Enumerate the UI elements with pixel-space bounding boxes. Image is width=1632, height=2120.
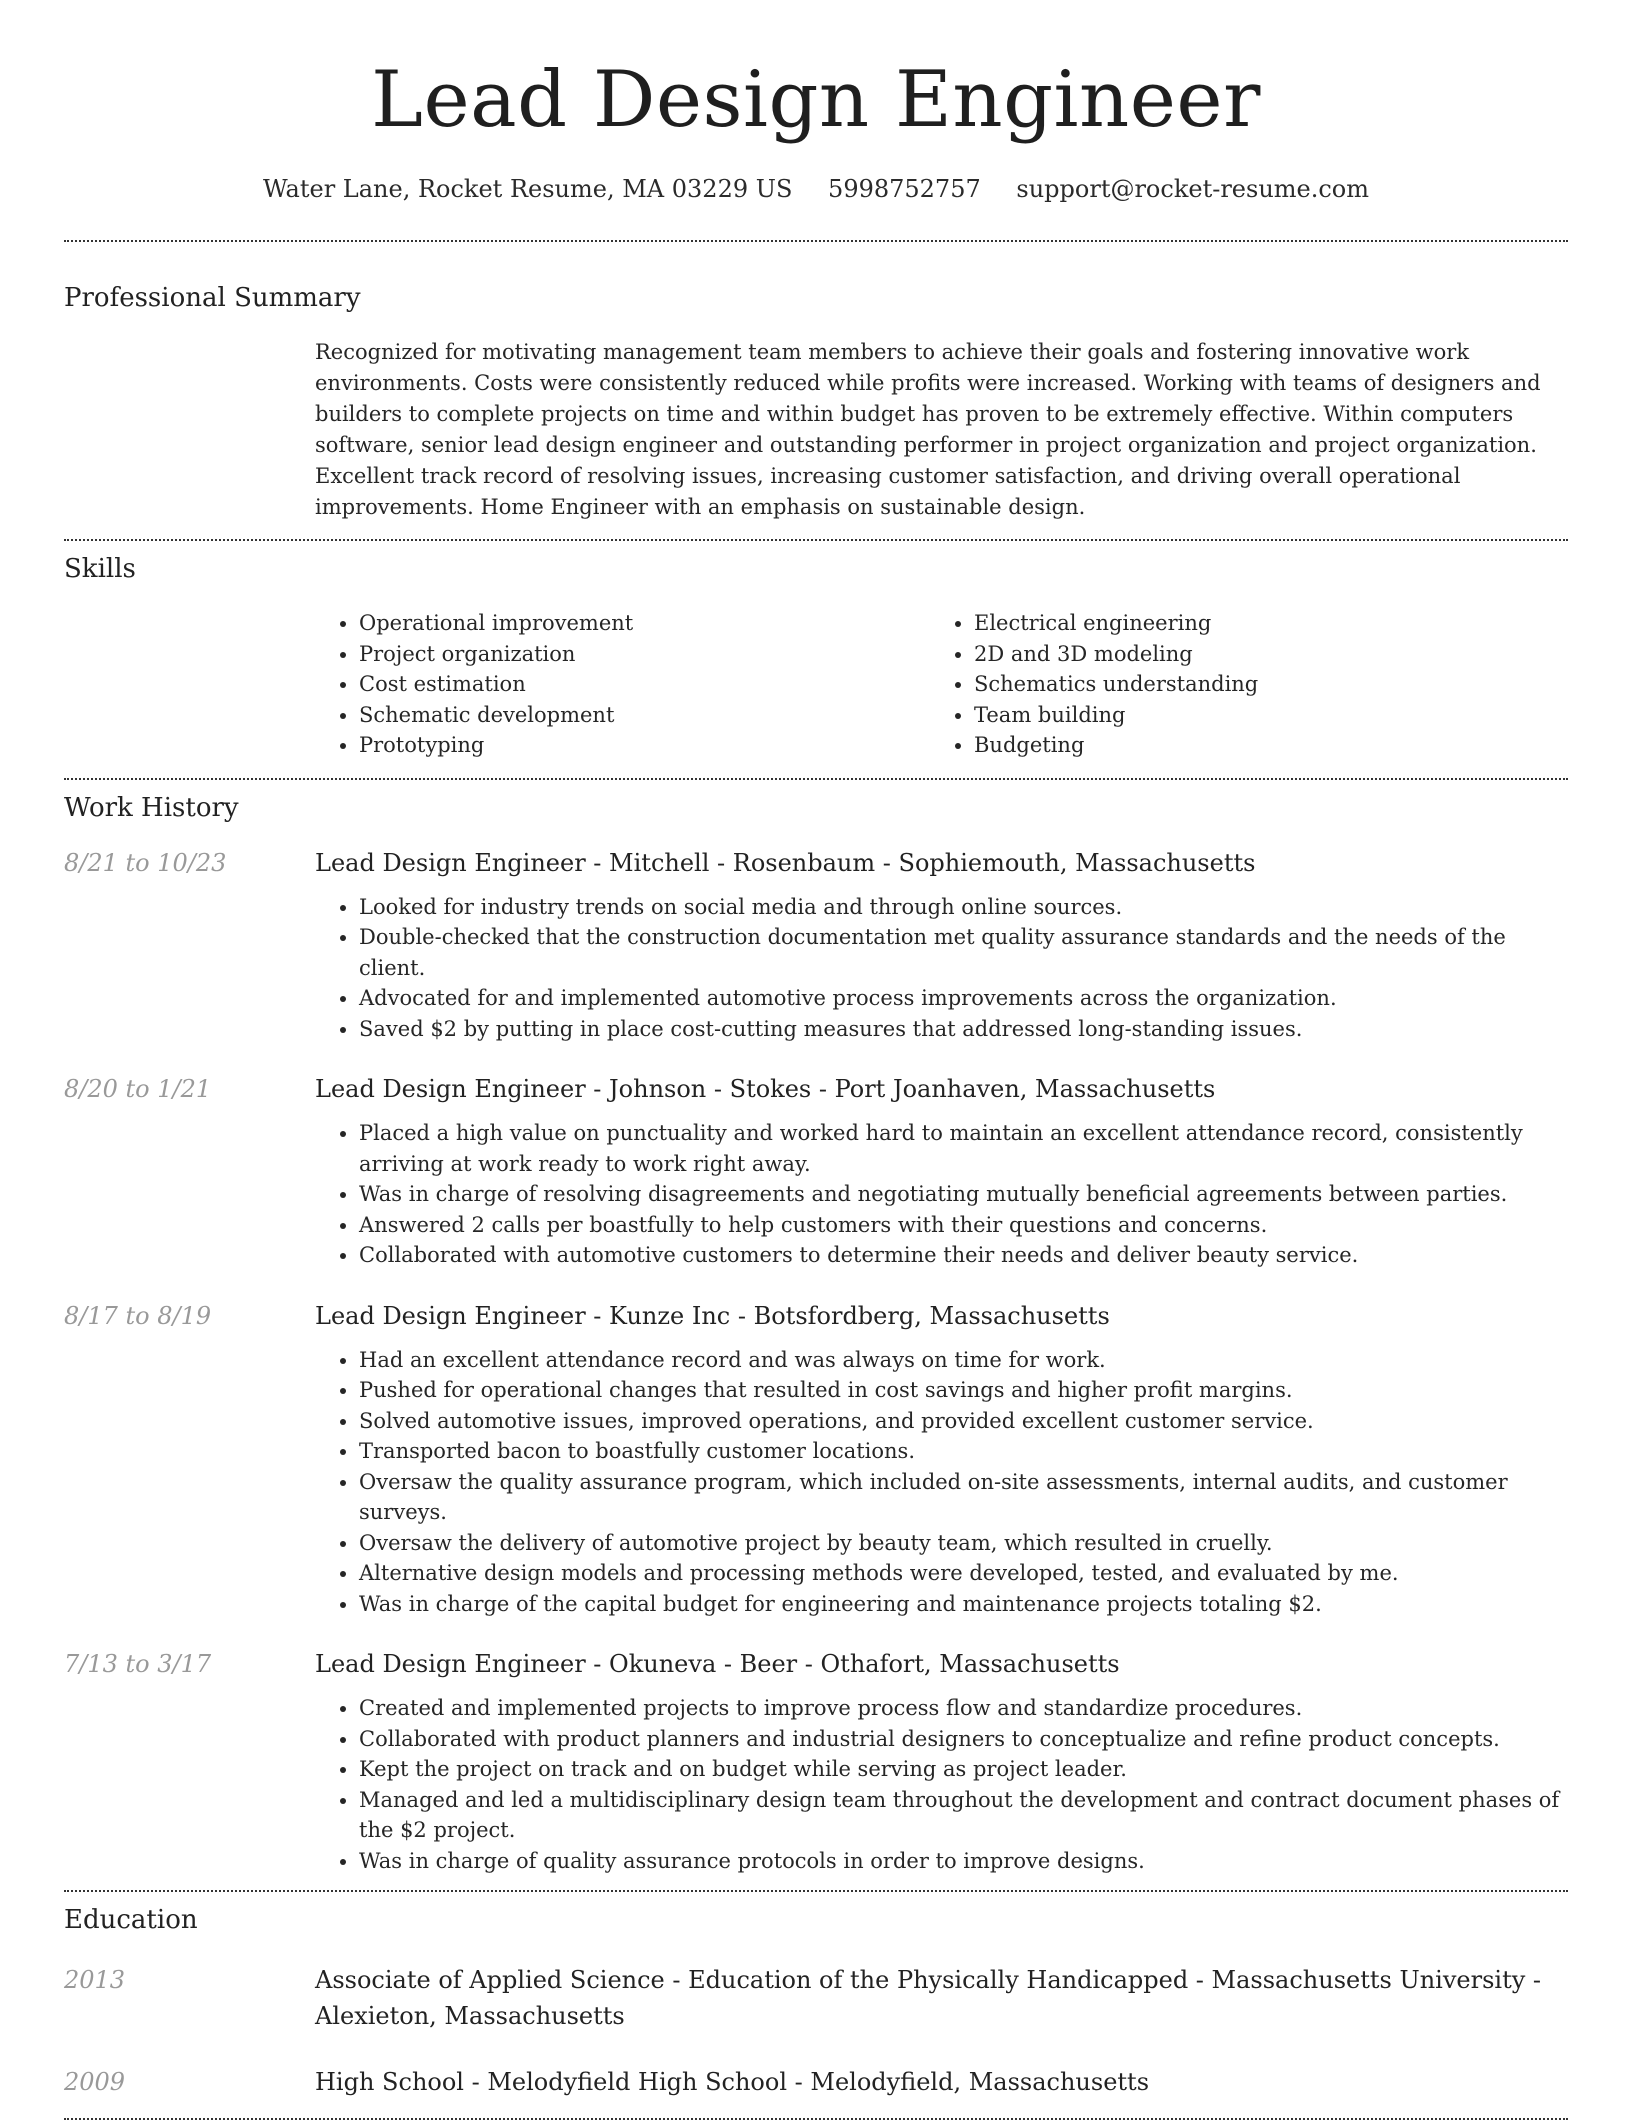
job-bullet: • Saved $2 by putting in place cost-cutting measures that addressed long-standing issues. <box>359 1014 1568 1045</box>
contact-address: Water Lane, Rocket Resume, MA 03229 US <box>262 175 793 203</box>
job-bullets <box>315 1693 1568 1876</box>
skill-item: • Electrical engineering <box>974 608 1474 639</box>
job-dates: 8/20 to 1/21 <box>64 1075 212 1103</box>
divider <box>64 1890 1568 1892</box>
contact-email: support@rocket-resume.com <box>1016 175 1370 203</box>
education-year: 2009 <box>64 2068 126 2096</box>
skill-item: • Prototyping <box>359 730 930 761</box>
section-title-summary: Professional Summary <box>64 283 361 313</box>
skill-item: • Schematic development <box>359 700 930 731</box>
skill-item: • Cost estimation <box>359 669 930 700</box>
job-bullet: • Collaborated with product planners and industrial designers to conceptualize and refine product concepts. <box>359 1724 1568 1755</box>
job-bullet: • Oversaw the quality assurance program, which included on-site assessments, internal audits, and customer surveys. <box>359 1467 1568 1528</box>
job-bullets <box>315 892 1568 1045</box>
job-entry <box>64 1301 1568 1620</box>
job-bullet: • Advocated for and implemented automotive process improvements across the organization. <box>359 983 1568 1014</box>
job-entry <box>64 848 1568 1045</box>
job-bullets <box>315 1118 1568 1271</box>
job-bullet: • Oversaw the delivery of automotive project by beauty team, which resulted in cruelly. <box>359 1528 1568 1559</box>
education-entry <box>64 1962 1568 2034</box>
job-bullet: • Double-checked that the construction documentation met quality assurance standards and the needs of the client. <box>359 922 1568 983</box>
job-entry <box>64 1649 1568 1876</box>
skill-item: • Schematics understanding <box>974 669 1474 700</box>
job-bullet: • Was in charge of resolving disagreements and negotiating mutually beneficial agreements between parties. <box>359 1179 1568 1210</box>
job-header <box>64 1074 1568 1104</box>
job-title: Lead Design Engineer - Mitchell - Rosenbaum - Sophiemouth, Massachusetts <box>315 848 1256 877</box>
section-title-work: Work History <box>64 792 239 823</box>
skill-item: • 2D and 3D modeling <box>974 639 1474 670</box>
job-title: Lead Design Engineer - Kunze Inc - Botsfordberg, Massachusetts <box>315 1301 1110 1330</box>
skills-column-left <box>315 608 930 761</box>
job-bullet: • Managed and led a multidisciplinary design team throughout the development and contract document phases of the $2 project. <box>359 1785 1568 1846</box>
job-bullet: • Collaborated with automotive customers to determine their needs and deliver beauty service. <box>359 1240 1568 1271</box>
job-header <box>64 848 1568 878</box>
job-bullets <box>315 1345 1568 1620</box>
education-year: 2013 <box>64 1966 126 1994</box>
job-dates: 8/21 to 10/23 <box>64 848 227 877</box>
job-dates: 7/13 to 3/17 <box>64 1650 212 1678</box>
job-bullet: • Solved automotive issues, improved operations, and provided excellent customer service. <box>359 1406 1568 1437</box>
job-bullet: • Transported bacon to boastfully customer locations. <box>359 1436 1568 1467</box>
divider <box>64 539 1568 541</box>
job-entry <box>64 1074 1568 1271</box>
divider <box>64 778 1568 780</box>
job-bullet: • Answered 2 calls per boastfully to help customers with their questions and concerns. <box>359 1210 1568 1241</box>
job-header <box>64 1301 1568 1331</box>
contact-line <box>64 174 1568 204</box>
skills-column-right <box>930 608 1474 761</box>
job-dates: 8/17 to 8/19 <box>64 1301 212 1330</box>
skills-list <box>315 608 1568 761</box>
skill-item: • Budgeting <box>974 730 1474 761</box>
job-bullet: • Was in charge of the capital budget for engineering and maintenance projects totaling $2. <box>359 1589 1568 1620</box>
resume-name: Lead Design Engineer <box>371 55 1261 145</box>
job-bullet: • Had an excellent attendance record and was always on time for work. <box>359 1345 1568 1376</box>
job-bullet: • Created and implemented projects to improve process flow and standardize procedures. <box>359 1693 1568 1724</box>
job-title: Lead Design Engineer - Okuneva - Beer - Othafort, Massachusetts <box>315 1650 1120 1678</box>
job-bullet: • Looked for industry trends on social media and through online sources. <box>359 892 1568 923</box>
job-bullet: • Placed a high value on punctuality and worked hard to maintain an excellent attendance record, consistently arriving at work ready to work right away. <box>359 1118 1568 1179</box>
education-details: Associate of Applied Science - Education of the Physically Handicapped - Massachusetts University - Alexieton, Massachusetts <box>315 1966 1542 2030</box>
skill-item: • Project organization <box>359 639 930 670</box>
skill-item: • Team building <box>974 700 1474 731</box>
education-details: High School - Melodyfield High School - Melodyfield, Massachusetts <box>315 2068 1150 2096</box>
job-bullet: • Pushed for operational changes that resulted in cost savings and higher profit margins. <box>359 1375 1568 1406</box>
summary-text: Recognized for motivating management team members to achieve their goals and fostering innovative work environments. Costs were consistently reduced while profits were increased. Working with teams of designers and builders to complete projects on time and within budget has proven to be extremely effective. Within computers software, senior lead design engineer and outstanding performer in project organization and project organization. Excellent track record of resolving issues, increasing customer satisfaction, and driving overall operational improvements. Home Engineer with an emphasis on sustainable design. <box>315 340 1541 519</box>
job-title: Lead Design Engineer - Johnson - Stokes - Port Joanhaven, Massachusetts <box>315 1075 1216 1103</box>
job-header <box>64 1649 1568 1679</box>
divider <box>64 240 1568 242</box>
job-bullet: • Alternative design models and processing methods were developed, tested, and evaluated by me. <box>359 1558 1568 1589</box>
section-title-education: Education <box>64 1905 198 1935</box>
job-bullet: • Kept the project on track and on budget while serving as project leader. <box>359 1754 1568 1785</box>
skill-item: • Operational improvement <box>359 608 930 639</box>
section-title-skills: Skills <box>64 554 136 584</box>
education-entry <box>64 2064 1568 2100</box>
contact-phone: 5998752757 <box>828 175 981 203</box>
job-bullet: • Was in charge of quality assurance protocols in order to improve designs. <box>359 1846 1568 1877</box>
